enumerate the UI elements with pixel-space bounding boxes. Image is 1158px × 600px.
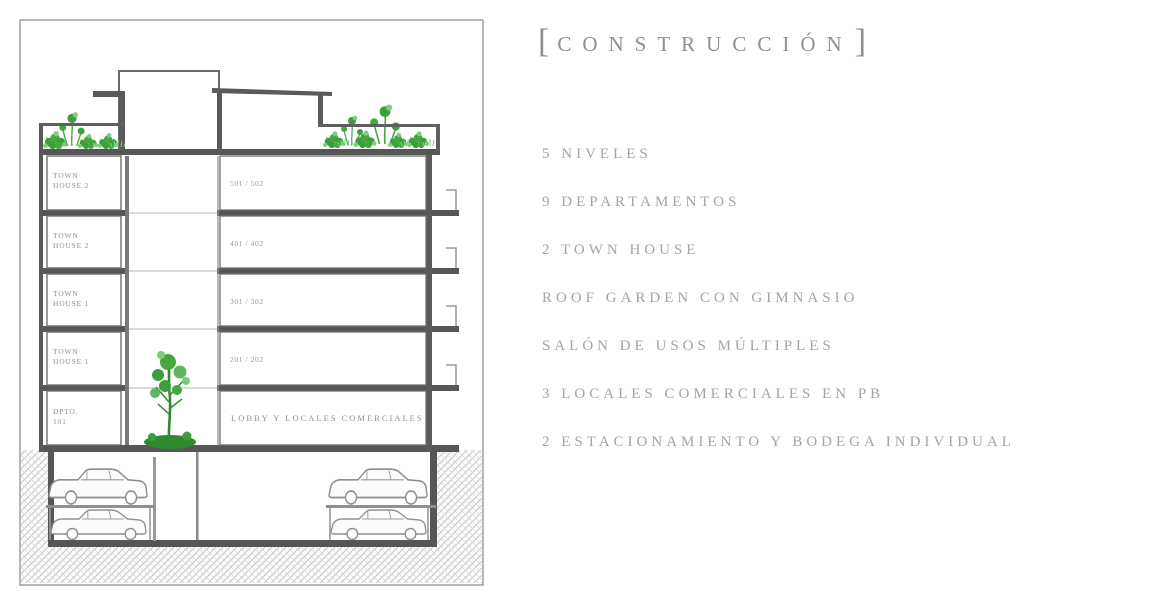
roof-garden-plants-left: [43, 112, 125, 149]
unit-number: 201 / 202: [230, 355, 264, 364]
ground-floor-label: LOBBY Y LOCALES COMERCIALES: [231, 413, 424, 423]
unit-label: TOWN HOUSE 2: [53, 231, 90, 250]
construction-info-panel: [538, 24, 1138, 482]
unit-number: 401 / 402: [230, 239, 264, 248]
feature-item-departamentos: 9 DEPARTAMENTOS: [542, 194, 741, 210]
unit-label: DPTO. 101: [53, 407, 79, 426]
panel-title: [538, 24, 1138, 60]
open-bracket: [: [538, 23, 550, 60]
feature-item-locales: 3 LOCALES COMERCIALES EN PB: [542, 386, 885, 402]
tree-icon: [144, 351, 196, 449]
unit-number: 501 / 502: [230, 179, 264, 188]
unit-number: 301 / 302: [230, 297, 264, 306]
feature-item-niveles: 5 NIVELES: [542, 146, 652, 162]
close-bracket: ]: [854, 23, 867, 60]
feature-item-salon-usos: SALÓN DE USOS MÚLTIPLES: [542, 338, 835, 354]
feature-list: [542, 146, 1138, 482]
balcony-railings: [446, 190, 456, 385]
feature-item-roof-garden: ROOF GARDEN CON GIMNASIO: [542, 290, 859, 306]
unit-label: TOWN HOUSE 1: [53, 347, 90, 366]
panel-title-text: CONSTRUCCIÓN: [557, 31, 853, 56]
building-section-drawing: [0, 0, 500, 600]
feature-item-town-house: 2 TOWN HOUSE: [542, 242, 700, 258]
feature-item-estacionamiento: 2 ESTACIONAMIENTO Y BODEGA INDIVIDUAL: [542, 434, 1015, 450]
unit-label: TOWN HOUSE 2: [53, 171, 90, 190]
unit-label: TOWN HOUSE 1: [53, 289, 90, 308]
